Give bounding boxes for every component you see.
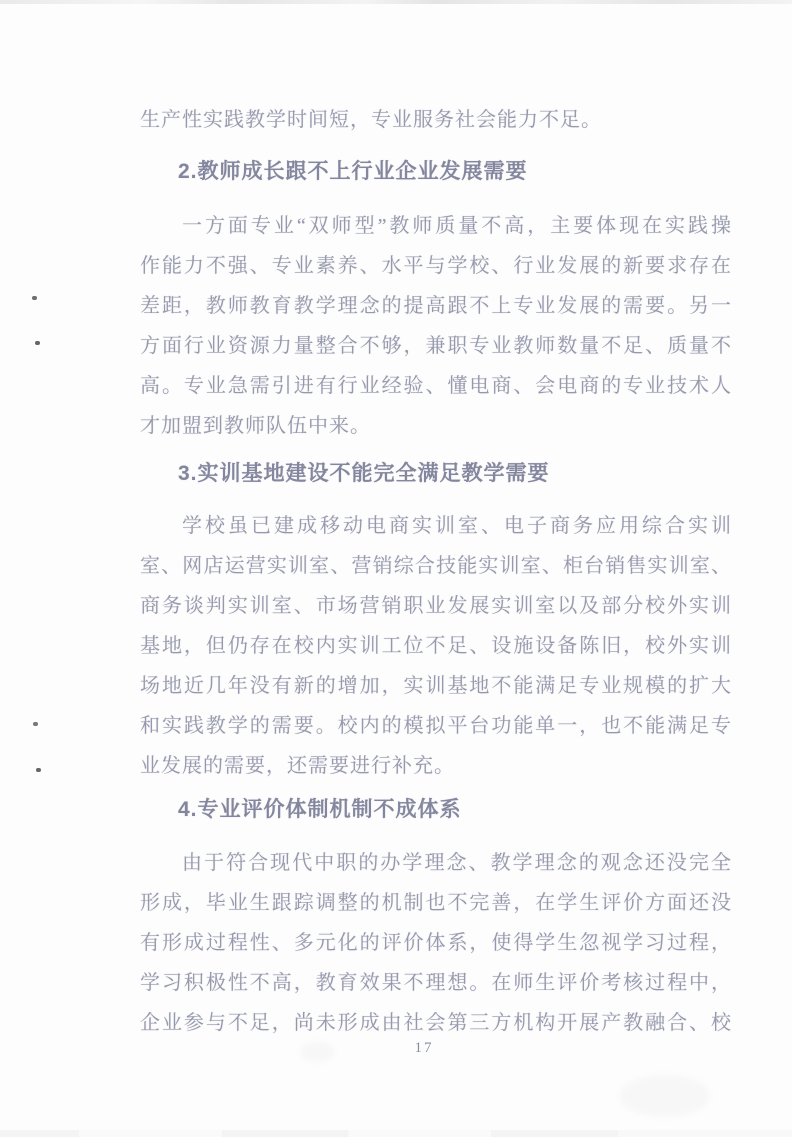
scan-speck [35, 341, 40, 345]
scan-smudge [620, 1075, 710, 1117]
section-heading-3: 3.实训基地建设不能完全满足教学需要 [178, 462, 550, 485]
page-content [140, 100, 732, 1043]
body-line: 方面行业资源力量整合不够，兼职专业教师数量不足、质量不 [140, 335, 732, 357]
body-line: 有形成过程性、多元化的评价体系，使得学生忽视学习过程， [140, 932, 732, 954]
scan-speck [33, 722, 38, 726]
body-line: 基地，但仍存在校内实训工位不足、设施设备陈旧，校外实训 [140, 635, 732, 657]
scan-bottom-edge-artifact [0, 1130, 792, 1137]
body-line: 业发展的需要，还需要进行补充。 [140, 755, 455, 777]
body-line: 场地近几年没有新的增加，实训基地不能满足专业规模的扩大 [140, 675, 732, 697]
scan-speck [32, 296, 37, 300]
scan-top-edge-artifact [0, 0, 792, 4]
body-line: 室、网店运营实训室、营销综合技能实训室、柜台销售实训室、 [140, 555, 732, 577]
body-line: 一方面专业“双师型”教师质量不高，主要体现在实践操 [182, 215, 732, 237]
paragraph [140, 206, 732, 446]
body-line: 高。专业急需引进有行业经验、懂电商、会电商的专业技术人 [140, 375, 732, 397]
body-line: 由于符合现代中职的办学理念、教学理念的观念还没完全 [182, 852, 732, 874]
body-line: 才加盟到教师队伍中来。 [140, 415, 371, 437]
body-line: 和实践教学的需要。校内的模拟平台功能单一，也不能满足专 [140, 715, 732, 737]
body-line: 形成，毕业生跟踪调整的机制也不完善，在学生评价方面还没 [140, 892, 732, 914]
body-line: 学习积极性不高，教育效果不理想。在师生评价考核过程中， [140, 972, 732, 994]
page-number: 17 [414, 1040, 434, 1056]
body-line: 商务谈判实训室、市场营销职业发展实训室以及部分校外实训 [140, 595, 732, 617]
body-line: 企业参与不足，尚未形成由社会第三方机构开展产教融合、校 [140, 1012, 732, 1034]
body-line: 差距，教师教育教学理念的提高跟不上专业发展的需要。另一 [140, 295, 732, 317]
section-heading-4: 4.专业评价体制机制不成体系 [178, 798, 462, 821]
body-line: 作能力不强、专业素养、水平与学校、行业发展的新要求存在 [140, 255, 732, 277]
paragraph [140, 843, 732, 1043]
section-heading-2: 2.教师成长跟不上行业企业发展需要 [178, 160, 528, 183]
paragraph [140, 506, 732, 786]
body-line: 学校虽已建成移动电商实训室、电子商务应用综合实训 [182, 515, 732, 537]
body-line: 生产性实践教学时间短，专业服务社会能力不足。 [140, 109, 602, 131]
scan-speck [36, 768, 41, 772]
